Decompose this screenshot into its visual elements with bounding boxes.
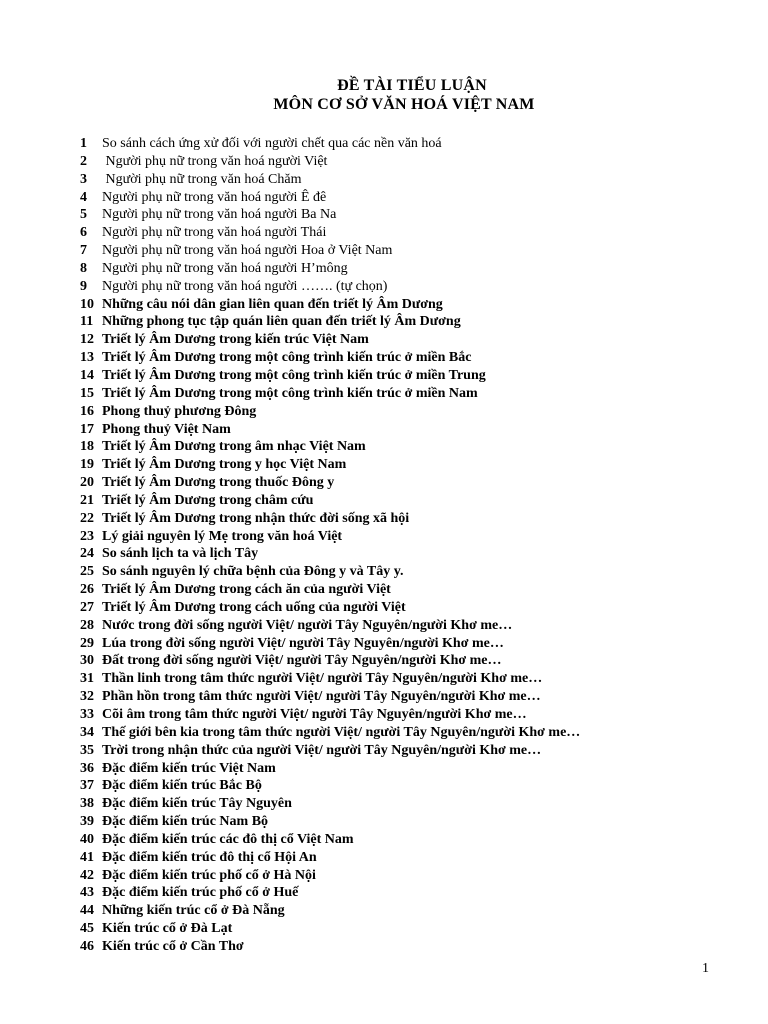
page-number: 1 [702,961,709,976]
topic-item [80,206,580,224]
topic-item [80,742,580,760]
topic-item [80,349,580,367]
topic-text: Đặc điểm kiến trúc Nam Bộ [102,814,269,830]
topic-item [80,171,580,189]
topic-item [80,920,580,938]
topic-number: 24 [80,546,94,562]
topic-number: 28 [80,617,94,633]
topic-number: 19 [80,457,94,473]
topic-text: Lý giải nguyên lý Mẹ trong văn hoá Việt [102,528,343,544]
topic-item [80,367,580,385]
topic-item [80,884,580,902]
topic-item [80,831,580,849]
topic-number: 37 [80,778,94,794]
topic-item [80,563,580,581]
topic-text: Thần linh trong tâm thức người Việt/ người Tây Nguyên/người Khơ me… [102,671,543,687]
topic-number: 4 [80,189,87,205]
topic-item [80,224,580,242]
topic-number: 44 [80,903,94,919]
topic-item [80,153,580,171]
topic-text: Đặc điểm kiến trúc đô thị cổ Hội An [102,849,317,865]
topic-item [80,652,580,670]
topic-item [80,510,580,528]
topic-number: 2 [80,153,87,169]
topic-item [80,670,580,688]
topic-number: 23 [80,528,94,544]
topic-number: 17 [80,421,94,437]
topic-number: 10 [80,296,94,312]
topic-text: Triết lý Âm Dương trong một công trình kiến trúc ở miền Nam [102,385,478,401]
topic-text: Triết lý Âm Dương trong kiến trúc Việt Nam [102,332,369,348]
topic-item [80,474,580,492]
topic-text: Người phụ nữ trong văn hoá người Hoa ở Việt Nam [102,243,393,259]
topic-number: 26 [80,582,94,598]
topic-text: Phần hồn trong tâm thức người Việt/ người Tây Nguyên/người Khơ me… [102,689,541,705]
topic-text: Người phụ nữ trong văn hoá người Việt [102,153,328,169]
topic-item [80,867,580,885]
topic-item [80,403,580,421]
topic-item [80,902,580,920]
topic-item [80,135,580,153]
topic-number: 39 [80,814,94,830]
topic-text: Kiến trúc cổ ở Cần Thơ [102,938,244,954]
topic-number: 29 [80,635,94,651]
topic-number: 36 [80,760,94,776]
topic-number: 35 [80,742,94,758]
topic-item [80,545,580,563]
topic-text: Nước trong đời sống người Việt/ người Tây Nguyên/người Khơ me… [102,617,513,633]
topic-text: Triết lý Âm Dương trong nhận thức đời sống xã hội [102,510,410,526]
topic-number: 7 [80,243,87,259]
topic-number: 5 [80,207,87,223]
topic-text: Phong thuỷ Việt Nam [102,421,231,437]
topic-item [80,599,580,617]
topic-number: 18 [80,439,94,455]
topic-number: 13 [80,350,94,366]
topic-number: 31 [80,671,94,687]
topic-item [80,492,580,510]
topic-text: Đất trong đời sống người Việt/ người Tây Nguyên/người Khơ me… [102,653,502,669]
topic-number: 1 [80,136,87,151]
topic-number: 43 [80,885,94,901]
topic-number: 27 [80,599,94,615]
topic-text: Đặc điểm kiến trúc các đô thị cổ Việt Nam [102,831,354,847]
topic-item [80,795,580,813]
topic-item [80,635,580,653]
topic-item [80,706,580,724]
topic-text: Triết lý Âm Dương trong y học Việt Nam [102,457,347,473]
topic-text: Triết lý Âm Dương trong châm cứu [102,492,314,508]
topic-item [80,938,580,956]
topic-item [80,617,580,635]
topic-item [80,813,580,831]
topic-number: 42 [80,867,94,883]
topic-number: 21 [80,492,94,508]
topic-number: 14 [80,367,94,383]
topic-text: Trời trong nhận thức của người Việt/ người Tây Nguyên/người Khơ me… [102,742,542,758]
topic-number: 16 [80,403,94,419]
topic-item [80,189,580,207]
topic-text: Đặc điểm kiến trúc phố cổ ở Huế [102,885,299,901]
topic-number: 38 [80,796,94,812]
topic-item [80,260,580,278]
topic-text: So sánh lịch ta và lịch Tây [102,546,259,562]
topic-number: 11 [80,314,94,330]
topic-text: Người phụ nữ trong văn hoá người Thái [102,225,327,241]
topic-number: 8 [80,260,87,276]
topic-text: Cõi âm trong tâm thức người Việt/ người Tây Nguyên/người Khơ me… [102,707,527,722]
topic-text: Triết lý Âm Dương trong cách uống của người Việt [102,599,406,615]
topic-number: 6 [80,225,87,241]
topic-item [80,421,580,439]
topic-item [80,385,580,403]
topic-item [80,278,580,296]
topic-number: 15 [80,385,94,401]
topic-text: Đặc điểm kiến trúc phố cổ ở Hà Nội [102,867,316,883]
topic-item [80,296,580,314]
topic-item [80,438,580,456]
topic-text: Phong thuỷ phương Đông [102,403,257,419]
topic-number: 20 [80,475,94,491]
topic-text: Đặc điểm kiến trúc Bắc Bộ [102,778,262,794]
document-title [0,76,768,114]
topic-text: Người phụ nữ trong văn hoá người Ê đê [102,189,327,205]
topic-text: Những phong tục tập quán liên quan đến triết lý Âm Dương [102,314,461,330]
topic-item [80,313,580,331]
topic-number: 32 [80,689,94,705]
topic-text: Lúa trong đời sống người Việt/ người Tây Nguyên/người Khơ me… [102,635,504,651]
topic-item [80,688,580,706]
topic-text: Người phụ nữ trong văn hoá Chăm [102,171,302,187]
topic-item [80,777,580,795]
topic-item [80,849,580,867]
title-line-1: ĐỀ TÀI TIỂU LUẬN [337,77,487,94]
topic-text: So sánh nguyên lý chữa bệnh của Đông y và Tây y. [102,564,404,580]
topic-text: Những câu nói dân gian liên quan đến triết lý Âm Dương [102,296,443,312]
topic-number: 30 [80,653,94,669]
topic-text: Đặc điểm kiến trúc Tây Nguyên [102,796,292,812]
topic-text: Thế giới bên kia trong tâm thức người Việt/ người Tây Nguyên/người Khơ me… [102,724,581,740]
topic-item [80,724,580,742]
topic-text: Kiến trúc cổ ở Đà Lạt [102,921,233,937]
topic-number: 25 [80,564,94,580]
topic-number: 12 [80,332,94,348]
topic-number: 34 [80,724,94,740]
title-line-2: MÔN CƠ SỞ VĂN HOÁ VIỆT NAM [273,96,535,113]
topic-text: Triết lý Âm Dương trong một công trình kiến trúc ở miền Trung [102,367,486,383]
topic-number: 45 [80,921,94,937]
topic-text: Triết lý Âm Dương trong thuốc Đông y [102,475,335,491]
topic-item [80,331,580,349]
topic-number: 22 [80,510,94,526]
topic-number: 46 [80,938,94,954]
topic-text: Triết lý Âm Dương trong âm nhạc Việt Nam [102,439,366,455]
topic-text: Người phụ nữ trong văn hoá người Ba Na [102,207,337,223]
topic-number: 9 [80,278,87,294]
topic-text: Người phụ nữ trong văn hoá người H’mông [102,260,348,276]
topic-number: 33 [80,707,94,722]
topic-list [80,135,580,956]
topic-number: 41 [80,849,94,865]
topic-number: 3 [80,171,87,187]
topic-item [80,528,580,546]
topic-item [80,760,580,778]
topic-text: Đặc điểm kiến trúc Việt Nam [102,760,276,776]
topic-number: 40 [80,831,94,847]
topic-text: So sánh cách ứng xử đối với người chết qua các nền văn hoá [102,136,442,151]
topic-text: Triết lý Âm Dương trong cách ăn của người Việt [102,582,391,598]
topic-text: Những kiến trúc cổ ở Đà Nẵng [102,903,285,919]
topic-text: Người phụ nữ trong văn hoá người ……. (tự chọn) [102,278,388,294]
topic-item [80,242,580,260]
topic-item [80,456,580,474]
topic-item [80,581,580,599]
topic-text: Triết lý Âm Dương trong một công trình kiến trúc ở miền Bắc [102,350,472,366]
